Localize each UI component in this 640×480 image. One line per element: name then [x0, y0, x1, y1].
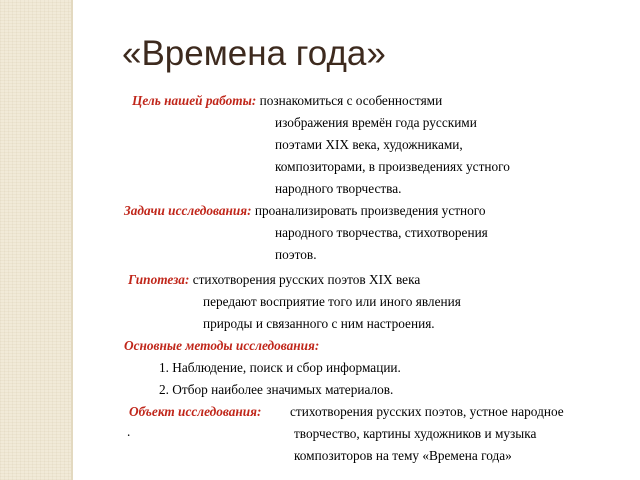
methods-label-text: Основные методы исследования: [124, 338, 320, 353]
tasks-line: проанализировать произведения устного [254, 203, 486, 218]
hypothesis-line: природы и связанного с ним настроения. [203, 316, 435, 331]
object-label: Объект исследования: [129, 404, 262, 419]
object-line: стихотворения русских поэтов, устное народное [290, 404, 564, 419]
goal-line: изображения времён года русскими [275, 115, 477, 130]
hypothesis-line: стихотворения русских поэтов XIX века [192, 272, 421, 287]
hypothesis-line: передают восприятие того или иного явления [203, 294, 461, 309]
strip-divider [71, 0, 73, 480]
goal-line: композиторами, в произведениях устного [275, 159, 510, 174]
slide-title: «Времена года» [122, 34, 386, 73]
object-line: творчество, картины художников и музыка [294, 426, 537, 441]
object-line: композиторов на тему «Времена года» [294, 448, 512, 463]
methods-item: 1. Наблюдение, поиск и сбор информации. [159, 360, 401, 375]
goal-line: познакомиться с особенностями [259, 93, 443, 108]
hypothesis-row [128, 272, 420, 288]
tasks-line: народного творчества, стихотворения [275, 225, 488, 240]
goal-line: народного творчества. [275, 181, 402, 196]
tasks-label: Задачи исследования: [124, 203, 252, 218]
goal-row [132, 93, 442, 109]
methods-item: 2. Отбор наиболее значимых материалов. [159, 382, 394, 397]
tasks-row [124, 203, 486, 219]
goal-label: Цель нашей работы: [132, 93, 257, 108]
object-stray-mark: . [127, 424, 131, 439]
object-row [129, 404, 261, 420]
goal-line: поэтами XIX века, художниками, [275, 137, 463, 152]
hypothesis-label: Гипотеза: [128, 272, 190, 287]
decorative-side-strip [0, 0, 71, 480]
tasks-line: поэтов. [275, 247, 317, 262]
methods-label [124, 338, 319, 354]
